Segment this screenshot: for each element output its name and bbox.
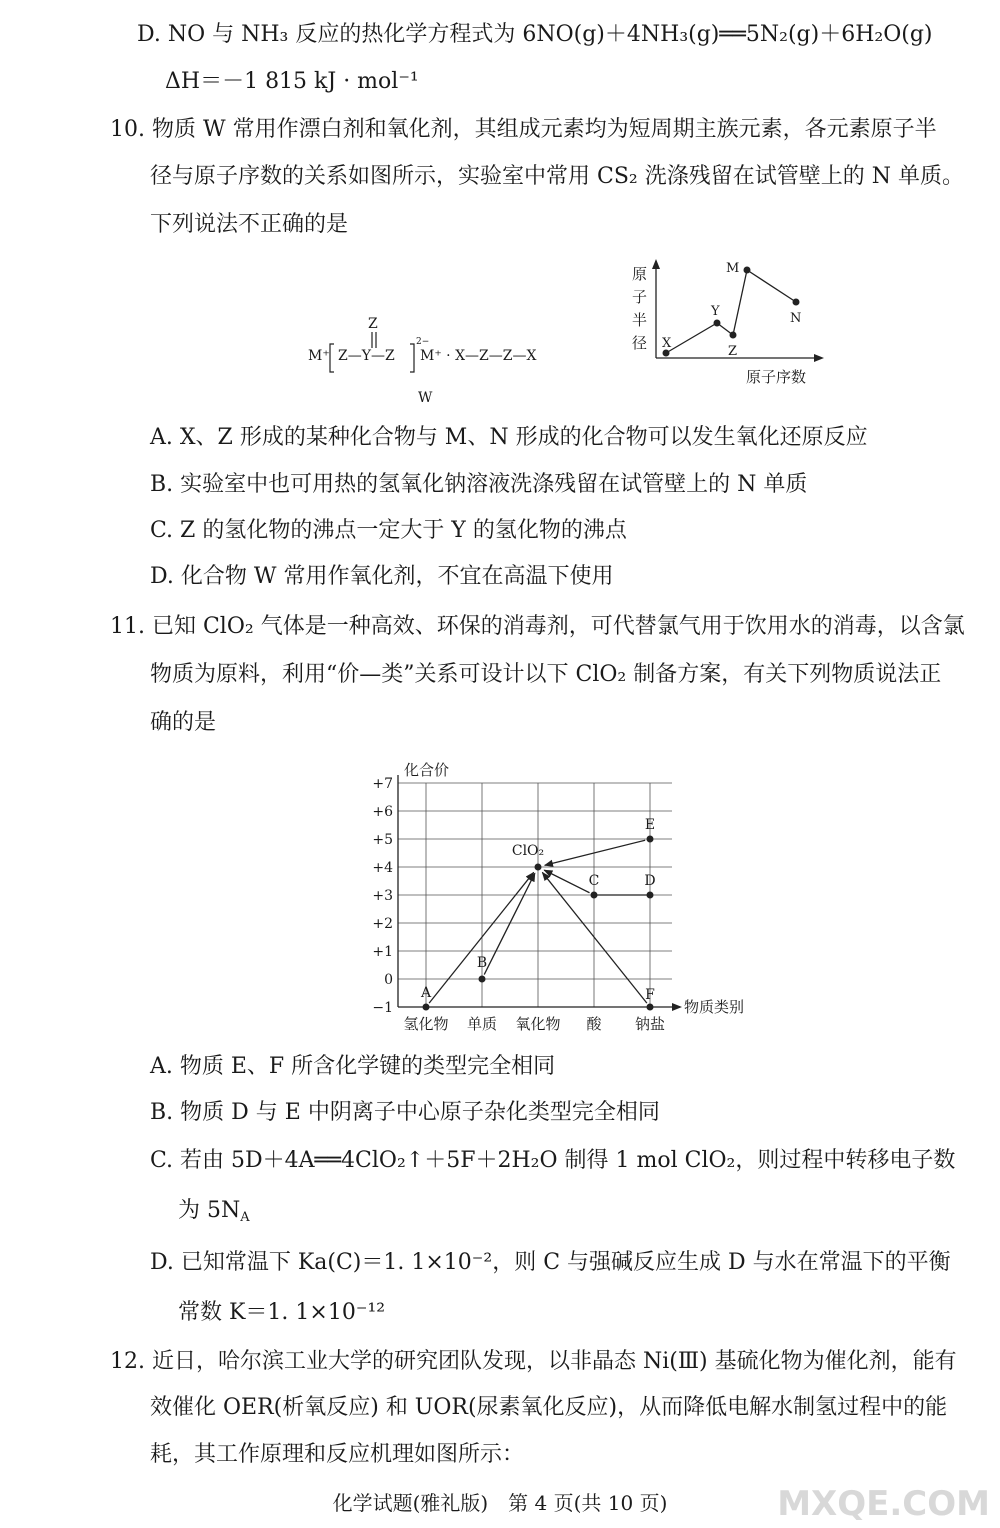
- radius-x-arrow: [814, 354, 824, 362]
- valence-x-tick: 氧化物: [515, 1015, 561, 1033]
- structure-charge: 2−: [416, 337, 430, 347]
- structure-label-w: W: [418, 390, 433, 406]
- valence-point-label: E: [644, 817, 656, 833]
- valence-x-tick: 氢化物: [403, 1015, 449, 1033]
- q12-stem-line2: 效催化 OER(析氧反应) 和 UOR(尿素氧化反应)，从而降低电解水制氢过程中的能: [150, 1395, 948, 1420]
- q11-stem-line3: 确的是: [150, 710, 217, 735]
- q11-option-c1: C. 若由 5D＋4A══4ClO₂↑＋5F＋2H₂O 制得 1 mol ClO₂，则过程中转移电子数: [150, 1148, 956, 1173]
- valence-x-tick: 酸: [586, 1015, 602, 1033]
- q11-option-d2: 常数 K＝1. 1×10⁻¹²: [178, 1300, 386, 1325]
- valence-point-label: A: [420, 985, 432, 1001]
- q11-option-d1: D. 已知常温下 Ka(C)＝1. 1×10⁻²，则 C 与强碱反应生成 D 与水在常温下的平衡: [150, 1250, 951, 1275]
- radius-point-n: [793, 299, 800, 306]
- radius-point-z: [730, 332, 737, 339]
- radius-label-m: M: [726, 261, 740, 276]
- valence-point-label: F: [645, 987, 655, 1003]
- valence-y-tick: 0: [384, 972, 393, 988]
- structure-left-ion: M⁺: [308, 348, 330, 364]
- q11-stem-line1: 11. 已知 ClO₂ 气体是一种高效、环保的消毒剂，可代替氯气用于饮用水的消毒，以含氯: [110, 614, 965, 639]
- valence-point-label: D: [644, 873, 656, 889]
- q10-stem-line2: 径与原子序数的关系如图所示，实验室中常用 CS₂ 洗涤残留在试管壁上的 N 单质。: [150, 164, 964, 189]
- valence-y-tick: +4: [372, 860, 393, 876]
- valence-point-F: [647, 1004, 654, 1011]
- valence-x-arrow: [672, 1003, 682, 1011]
- valence-arrow-A: [429, 872, 534, 1003]
- radius-ylabel-2: 子: [632, 288, 648, 306]
- radius-ylabel-3: 半: [632, 311, 648, 329]
- radius-ylabel-4: 径: [632, 334, 648, 352]
- radius-label-x: X: [662, 336, 672, 351]
- valence-y-tick: +5: [372, 832, 393, 848]
- valence-point-label: C: [588, 873, 600, 889]
- q11-option-a: A. 物质 E、F 所含化学键的类型完全相同: [150, 1054, 556, 1079]
- valence-point-E: [647, 836, 654, 843]
- valence-point-label: ClO₂: [511, 843, 545, 859]
- radius-y-arrow: [652, 259, 660, 269]
- q10-option-a: A. X、Z 形成的某种化合物与 M、N 形成的化合物可以发生氧化还原反应: [150, 425, 868, 450]
- q10-stem-line1: 10. 物质 W 常用作漂白剂和氧化剂，其组成元素均为短周期主族元素，各元素原子半: [110, 117, 937, 142]
- valence-x-tick: 单质: [466, 1015, 498, 1033]
- valence-arrow-C: [544, 870, 589, 893]
- valence-point-B: [479, 976, 486, 983]
- valence-y-tick: +7: [372, 776, 393, 792]
- q11-stem-line2: 物质为原料，利用“价—类”关系可设计以下 ClO₂ 制备方案，有关下列物质说法正: [150, 662, 942, 687]
- valence-y-tick: −1: [372, 1000, 393, 1016]
- valence-arrow-E: [545, 840, 645, 865]
- valence-xlabel: 物质类别: [684, 998, 745, 1016]
- q12-stem-line3: 耗，其工作原理和反应机理如图所示：: [150, 1442, 525, 1467]
- radius-ylabel-1: 原: [632, 265, 648, 283]
- valence-point-C: [591, 892, 598, 899]
- radius-xlabel: 原子序数: [746, 368, 807, 386]
- q12-stem-line1: 12. 近日，哈尔滨工业大学的研究团队发现，以非晶态 Ni(Ⅲ) 基硫化物为催化剂，能有: [110, 1349, 957, 1374]
- radius-label-y: Y: [711, 304, 720, 319]
- watermark: MXQE.COM: [777, 1484, 990, 1524]
- radius-label-n: N: [790, 311, 802, 326]
- radius-point-m: [744, 267, 751, 274]
- valence-class-chart: [360, 755, 780, 1040]
- radius-polyline: [666, 270, 796, 353]
- radius-label-z: Z: [728, 344, 738, 359]
- q11-option-c2: 为 $5N_A$: [178, 1198, 250, 1225]
- q10-option-c: C. Z 的氢化物的沸点一定大于 Y 的氢化物的沸点: [150, 518, 627, 543]
- q10-option-b: B. 实验室中也可用热的氢氧化钠溶液洗涤残留在试管壁上的 N 单质: [150, 472, 808, 497]
- q11-option-b: B. 物质 D 与 E 中阴离子中心原子杂化类型完全相同: [150, 1100, 660, 1125]
- valence-y-tick: +1: [372, 944, 393, 960]
- valence-point-label: B: [476, 955, 488, 971]
- valence-point-D: [647, 892, 654, 899]
- valence-x-tick: 钠盐: [634, 1015, 666, 1033]
- w-structure-diagram: [300, 310, 580, 410]
- valence-y-tick: +6: [372, 804, 393, 820]
- q9-option-d-line2: ΔH＝－1 815 kJ · mol⁻¹: [165, 69, 419, 94]
- valence-point-ClO₂: [535, 864, 542, 871]
- q10-option-d: D. 化合物 W 常用作氧化剂，不宜在高温下使用: [150, 564, 614, 589]
- q9-option-d-line1: D. NO 与 NH₃ 反应的热化学方程式为 6NO(g)＋4NH₃(g)══5N₂(g)＋6H₂O(g): [137, 22, 933, 47]
- valence-point-A: [423, 1004, 430, 1011]
- atomic-radius-chart: [620, 255, 835, 390]
- valence-y-tick: +2: [372, 916, 393, 932]
- structure-right-part: M⁺ · X—Z—Z—X: [420, 348, 537, 364]
- valence-ylabel: 化合价: [404, 761, 450, 779]
- structure-bracket-content: Z—Y—Z: [338, 348, 395, 364]
- radius-point-y: [714, 320, 721, 327]
- structure-top-z: Z: [368, 316, 378, 332]
- q10-stem-line3: 下列说法不正确的是: [150, 212, 349, 237]
- valence-y-tick: +3: [372, 888, 393, 904]
- page-footer: 化学试题(雅礼版) 第 4 页(共 10 页): [332, 1491, 668, 1515]
